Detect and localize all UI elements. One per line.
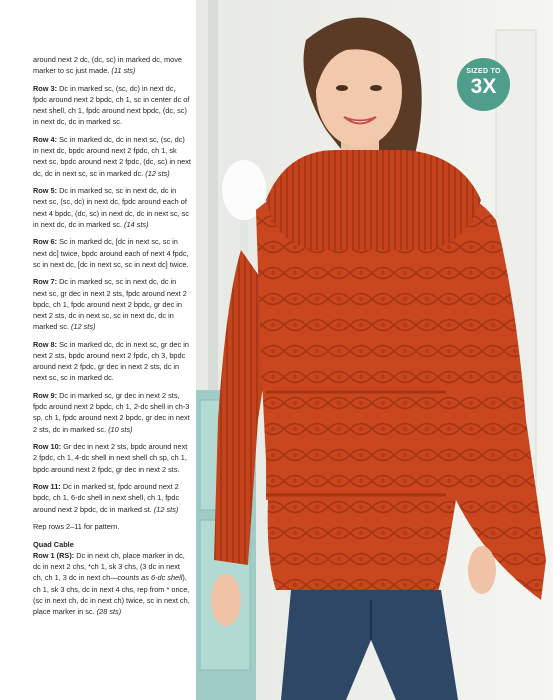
badge-label: SIZED TO	[466, 68, 501, 75]
row-5	[33, 185, 191, 230]
row-label: Row 10:	[33, 442, 62, 452]
row-text: Sc in marked dc, [dc in next sc, sc in next dc] twice, bpdc around each of next 4 fpdc, sc in next dc, [dc in next sc, sc in next dc] twice.	[33, 237, 189, 269]
row-label: Row 1 (RS):	[33, 551, 75, 561]
row-text: Dc in marked sc, sc in next dc, dc in next sc, (sc, dc) in next dc, fpdc around each of next 4 bpdc, (dc, sc) in next dc, dc in next sc, sc in next dc, dc in marked sc.	[33, 186, 189, 229]
row-note: counts as 6-dc shell	[117, 573, 183, 583]
row-label: Row 8:	[33, 339, 58, 349]
pattern-text-column	[0, 0, 196, 700]
right-hand	[468, 546, 496, 594]
row-6	[33, 236, 191, 270]
row-text: ), ch 1, sk 3 chs, dc in next 4 chs, rep from * once, (sc in next ch, dc in next ch) twice, sc in next ch, place marker in sc.	[33, 573, 190, 617]
stitch-count: (12 sts)	[153, 504, 179, 514]
continuation-text: around next 2 dc, (dc, sc) in marked dc, move marker to sc just made.	[33, 55, 182, 76]
row-label: Row 5:	[33, 186, 58, 196]
repeat-note: Rep rows 2–11 for pattern.	[33, 522, 120, 532]
row-text: Dc in marked sc, gr dec in next 2 sts, fpdc around next 2 bpdc, ch 1, 2-dc shell in ch-3 sp, ch 1, fpdc around next 2 bpdc, gr dec in next 2 sts, dc in marked sc.	[33, 391, 190, 434]
row-10	[33, 441, 191, 475]
row-text: Dc in next ch, place marker in dc, dc in next 2 chs, *ch 1, sk 3 chs, (3 dc in next ch, ch 1, 3 dc in next ch—	[33, 551, 185, 583]
badge-size: 3X	[470, 75, 497, 98]
stitch-count: (14 sts)	[124, 219, 149, 229]
row-8	[33, 339, 191, 384]
row-label: Row 6:	[33, 237, 58, 247]
pattern-continuation	[33, 54, 191, 76]
size-badge	[457, 58, 510, 111]
row-label: Row 11:	[33, 482, 61, 492]
stitch-count: (28 sts)	[96, 607, 122, 617]
quad-cable-heading: Quad Cable	[33, 539, 74, 549]
row-label: Row 4:	[33, 135, 58, 144]
cowl-collar	[266, 150, 481, 250]
stitch-count: (10 sts)	[108, 424, 133, 434]
stitch-count: (12 sts)	[145, 168, 170, 178]
row-label: Row 3:	[33, 83, 58, 93]
quad-cable-row-1	[33, 550, 191, 617]
row-7	[33, 276, 191, 332]
row-text: Dc in marked sc, sc in next dc, dc in next sc, gr dec in next 2 sts, fpdc around next 2 bpdc, ch 1, fpdc around next 2 bpdc, gr dec in next 2 sts, dc in next sc, sc in next dc, dc in marked sc.	[33, 277, 187, 332]
pattern-instructions	[33, 54, 191, 624]
row-text: Sc in marked dc, dc in next sc, gr dec in next 2 sts, bpdc around next 2 fpdc, ch 3, bpdc around next 2 fpdc, gr dec in next 2 sts, dc in next sc, sc in marked dc.	[33, 339, 189, 383]
row-text: Gr dec in next 2 sts, bpdc around next 2 fpdc, ch 1, 4-dc shell in next shell ch sp, ch 1, bpdc around next 2 fpdc, gr dec in next 2 sts.	[33, 442, 188, 474]
row-11	[33, 481, 191, 515]
row-label: Row 7:	[33, 277, 58, 287]
row-text: Dc in marked sc, (sc, dc) in next dc, fpdc around next 2 bpdc, ch 1, sc in center dc of next shell, ch 1, fpdc around next bpdc, (dc, sc) in next dc, dc in marked sc.	[33, 83, 190, 127]
row-label: Row 9:	[33, 391, 58, 401]
row-text: Dc in marked st, fpdc around next 2 bpdc, ch 1, 6-dc shell in next shell, ch 1, fpdc around next 2 bpdc, dc in marked st.	[33, 482, 180, 514]
row-4	[33, 134, 191, 179]
left-hand	[211, 574, 241, 626]
stitch-count: (12 sts)	[70, 322, 96, 332]
row-3	[33, 83, 191, 128]
row-text: Sc in marked dc, dc in next sc, (sc, dc) in next dc, bpdc around next 2 fpdc, ch 1, sk next sc, bpdc around next 2 fpdc, (dc, sc) in next dc, dc in next sc, sc in marked dc.	[33, 135, 191, 178]
stitch-count: (11 sts)	[111, 66, 136, 76]
row-9	[33, 390, 191, 435]
